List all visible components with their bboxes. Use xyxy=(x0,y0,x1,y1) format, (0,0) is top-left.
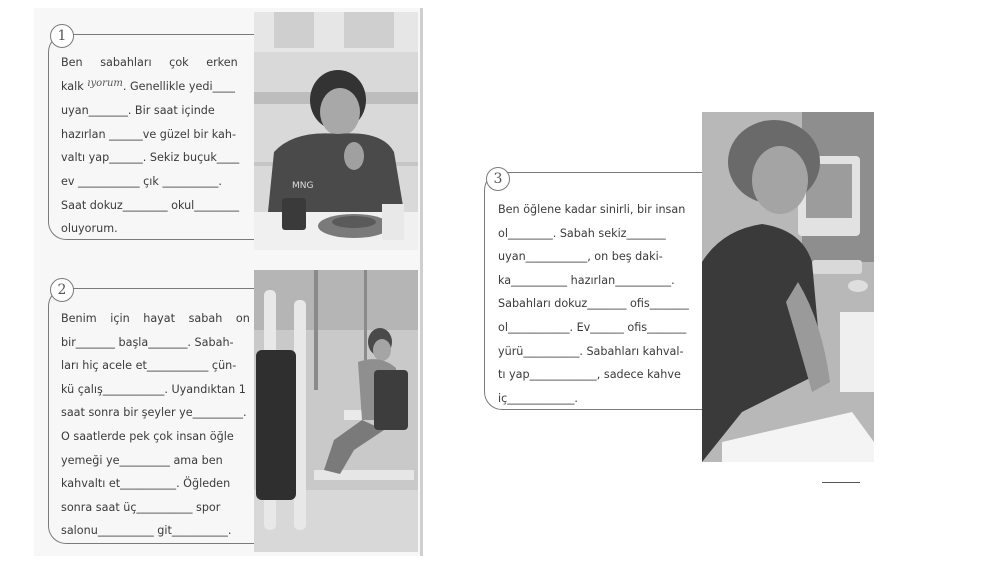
text-line: saat sonra bir şeyler ye_________. xyxy=(61,406,247,420)
text-line: Ben sabahları çok erken xyxy=(61,56,238,69)
gym-illustration xyxy=(254,270,418,552)
text-line: tı yap____________, sadece kahve xyxy=(498,368,681,382)
text-line: ka__________ hazırlan__________. xyxy=(498,273,675,287)
text-fragment: . Genellikle yedi____ xyxy=(122,79,235,93)
text-line: ları hiç acele et___________ çün- xyxy=(61,359,237,373)
text-line: hazırlan ______ve güzel bir kah- xyxy=(61,127,237,141)
exercise-2-text xyxy=(61,307,250,543)
text-line: O saatlerde pek çok insan öğle xyxy=(61,429,234,443)
page-divider xyxy=(420,8,423,556)
text-line: kü çalış___________. Uyandıktan 1 xyxy=(61,382,246,396)
text-line: uyan_______. Bir saat içinde xyxy=(61,104,215,118)
desk-photo xyxy=(702,112,874,462)
text-line: Sabahları dokuz_______ ofis_______ xyxy=(498,297,689,311)
text-line: Ben öğlene kadar sinirli, bir insan xyxy=(498,203,686,216)
desk-illustration xyxy=(702,112,874,462)
text-line: Saat dokuz________ okul________ xyxy=(61,198,240,212)
text-line xyxy=(61,75,243,100)
text-line: Benim için hayat sabah on xyxy=(61,312,250,325)
text-line: salonu__________ git__________. xyxy=(61,524,232,538)
exercise-3-number: 3 xyxy=(486,167,510,191)
text-line: ol___________. Ev______ ofis_______ xyxy=(498,320,687,334)
text-line: oluyorum. xyxy=(61,222,118,236)
gym-photo xyxy=(254,270,418,552)
text-line: valtı yap______. Sekiz buçuk____ xyxy=(61,151,240,165)
exercise-3-text xyxy=(498,198,692,410)
exercise-1-number: 1 xyxy=(50,24,74,48)
text-fragment: kalk xyxy=(61,79,84,93)
text-line: iç____________. xyxy=(498,391,578,405)
text-line: uyan___________, on beş daki- xyxy=(498,250,663,264)
svg-text:MNG: MNG xyxy=(292,181,314,191)
text-line: kahvaltı et__________. Öğleden xyxy=(61,477,231,491)
breakfast-photo xyxy=(254,12,418,250)
handwritten-answer: ıyorum xyxy=(87,77,123,89)
text-line: yürü__________. Sabahları kahval- xyxy=(498,344,684,358)
text-line: bir_______ başla_______. Sabah- xyxy=(61,335,234,349)
text-line: yemeği ye_________ ama ben xyxy=(61,453,223,467)
text-line: ev ___________ çık __________. xyxy=(61,174,222,188)
exercise-1-text xyxy=(61,51,243,241)
blank-line xyxy=(822,482,860,483)
exercise-2-number: 2 xyxy=(50,278,74,302)
text-line: ol________. Sabah sekiz_______ xyxy=(498,226,666,240)
text-line: sonra saat üç__________ spor xyxy=(61,500,221,514)
breakfast-illustration xyxy=(254,12,418,250)
